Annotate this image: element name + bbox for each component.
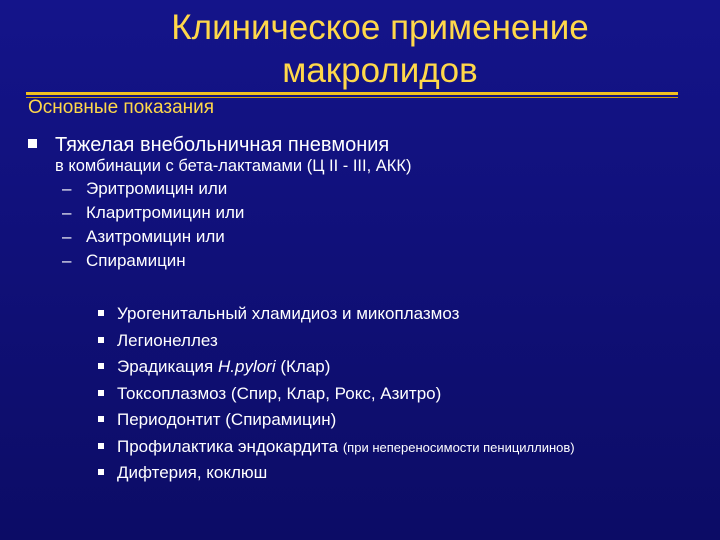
main-indication-text: Тяжелая внебольничная пневмония <box>55 134 390 156</box>
indication-item <box>98 407 575 434</box>
drug-item <box>62 249 244 273</box>
square-bullet-icon <box>98 443 104 449</box>
square-bullet-icon <box>98 363 104 369</box>
square-bullet-icon <box>98 390 104 396</box>
dash-bullet-icon: – <box>62 227 72 246</box>
indication-suffix: (Клар) <box>275 357 331 376</box>
slide-title-line-1: Клиническое применение <box>171 8 589 47</box>
indication-label: Эрадикация <box>117 357 218 376</box>
title-divider <box>26 92 678 95</box>
indication-label: Дифтерия, коклюш <box>117 463 268 482</box>
indication-label: Токсоплазмоз (Спир, Клар, Рокс, Азитро) <box>117 383 442 403</box>
dash-bullet-icon: – <box>62 179 72 198</box>
dash-bullet-icon: – <box>62 203 72 222</box>
drug-item <box>62 225 244 249</box>
indication-item <box>98 328 575 355</box>
drug-item <box>62 201 244 225</box>
main-indication <box>28 133 389 157</box>
drug-label: Эритромицин или <box>86 179 228 198</box>
square-bullet-icon <box>98 469 104 475</box>
square-bullet-icon <box>98 310 104 316</box>
indication-item <box>98 434 575 461</box>
drug-list <box>62 177 244 273</box>
indication-item <box>98 381 575 408</box>
drug-label: Кларитромицин или <box>86 203 245 222</box>
indication-list <box>98 301 575 487</box>
drug-label: Азитромицин или <box>86 227 225 246</box>
drug-item <box>62 177 244 201</box>
section-subtitle: Основные показания <box>28 97 215 118</box>
indication-note: (при непереносимости пенициллинов) <box>342 439 575 455</box>
square-bullet-icon <box>98 337 104 343</box>
indication-item <box>98 301 575 328</box>
drug-label: Спирамицин <box>86 251 186 270</box>
slide-title <box>100 6 660 92</box>
indication-label: Профилактика эндокардита <box>117 436 343 456</box>
combination-note: в комбинации с бета-лактамами (Ц II - III, АКК) <box>55 157 412 175</box>
indication-label: Легионеллез <box>117 330 218 350</box>
dash-bullet-icon: – <box>62 251 72 270</box>
square-bullet-icon <box>28 139 37 148</box>
pathogen-name: H.pylori <box>217 357 276 376</box>
indication-label: Урогенитальный хламидиоз и микоплазмоз <box>117 304 460 323</box>
slide-title-line-2: макролидов <box>282 51 478 90</box>
indication-label: Периодонтит (Спирамицин) <box>117 410 337 429</box>
square-bullet-icon <box>98 416 104 422</box>
indication-item <box>98 460 575 487</box>
indication-item <box>98 354 575 381</box>
